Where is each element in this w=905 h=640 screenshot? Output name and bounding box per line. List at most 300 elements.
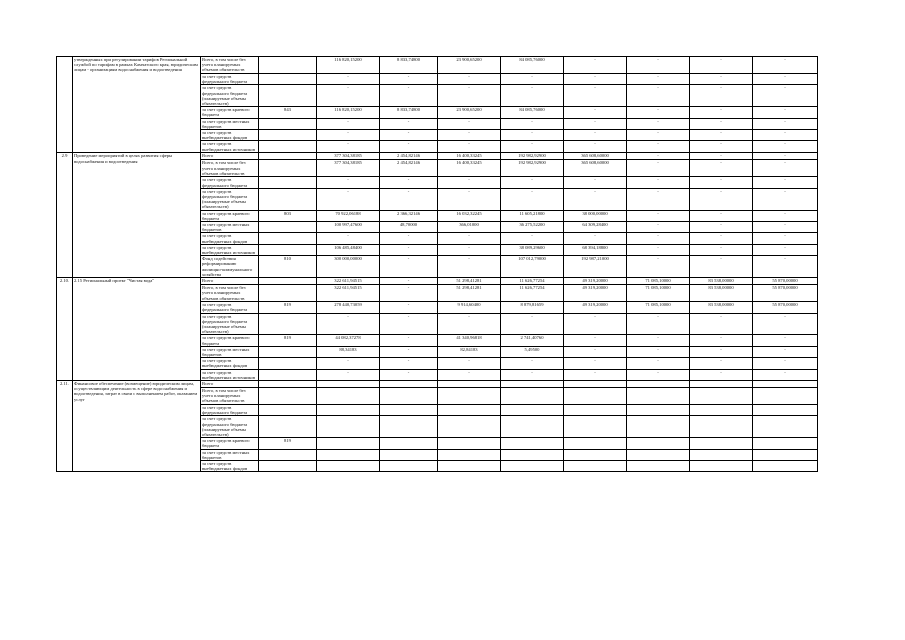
amount-cell: 11 626,77254 (501, 285, 564, 302)
amount-cell: - (380, 130, 438, 141)
amount-cell: - (627, 85, 690, 107)
amount-cell: - (690, 358, 753, 369)
amount-cell: - (380, 346, 438, 357)
amount-cell: - (627, 222, 690, 233)
amount-cell: - (564, 107, 627, 118)
budget-code (259, 346, 317, 357)
amount-cell (317, 416, 380, 438)
amount-cell: 51 298,41281 (438, 278, 501, 285)
funding-source-label: за счет средств внебюджетных фондов (201, 460, 259, 471)
amount-cell: - (438, 118, 501, 129)
amount-cell (501, 416, 564, 438)
budget-code (259, 177, 317, 188)
amount-cell: - (380, 369, 438, 380)
amount-cell: - (627, 233, 690, 244)
amount-cell (380, 416, 438, 438)
amount-cell: 16 400,33245 (438, 153, 501, 160)
amount-cell: - (627, 141, 690, 153)
funding-source-label: Всего, в том числе без учета планируемых объемов обязательств (201, 160, 259, 177)
amount-cell: - (627, 107, 690, 118)
amount-cell (690, 449, 753, 460)
amount-cell (564, 380, 627, 387)
amount-cell: - (438, 244, 501, 255)
budget-code (259, 222, 317, 233)
amount-cell: 322 611,94515 (317, 278, 380, 285)
budget-code (259, 460, 317, 471)
section-name: 2.15 Региональный проект "Чистая вода" (73, 278, 201, 381)
amount-cell: - (690, 74, 753, 85)
amount-cell (317, 449, 380, 460)
amount-cell: - (380, 233, 438, 244)
amount-cell: - (564, 118, 627, 129)
amount-cell: - (438, 313, 501, 335)
amount-cell: 36 275,52200 (501, 222, 564, 233)
funding-source-label: за счет средств внебюджетных фондов (201, 358, 259, 369)
amount-cell: - (438, 130, 501, 141)
amount-cell: - (501, 141, 564, 153)
budget-code: 843 (259, 107, 317, 118)
budget-table-page (56, 56, 818, 472)
amount-cell: 8 833,74800 (380, 57, 438, 74)
amount-cell: - (501, 130, 564, 141)
amount-cell (380, 449, 438, 460)
amount-cell: - (690, 118, 753, 129)
amount-cell: - (438, 256, 501, 278)
amount-cell: 55 870,00000 (753, 285, 818, 302)
amount-cell: - (564, 130, 627, 141)
section-number (57, 57, 73, 153)
amount-cell: - (564, 346, 627, 357)
amount-cell: - (753, 118, 818, 129)
budget-code (259, 416, 317, 438)
amount-cell: - (753, 141, 818, 153)
amount-cell: - (564, 177, 627, 188)
amount-cell: 116 820,15200 (317, 107, 380, 118)
amount-cell: - (501, 85, 564, 107)
amount-cell: - (438, 141, 501, 153)
amount-cell: 366,01000 (438, 222, 501, 233)
amount-cell (627, 460, 690, 471)
amount-cell: 2 366,32146 (380, 210, 438, 221)
amount-cell: - (380, 118, 438, 129)
amount-cell: 2 454,82146 (380, 153, 438, 160)
amount-cell: 51 298,41281 (438, 285, 501, 302)
amount-cell: 84 085,76000 (501, 107, 564, 118)
budget-table (56, 56, 818, 472)
amount-cell: 41 340,96818 (438, 335, 501, 346)
amount-cell (438, 387, 501, 404)
amount-cell: 300 000,00000 (317, 256, 380, 278)
amount-cell: 100 997,47600 (317, 222, 380, 233)
amount-cell: - (690, 177, 753, 188)
amount-cell: - (564, 358, 627, 369)
budget-code (259, 233, 317, 244)
funding-source-label: за счет средств местных бюджетов (201, 222, 259, 233)
amount-cell: 322 611,94515 (317, 285, 380, 302)
amount-cell (380, 380, 438, 387)
amount-cell: - (501, 358, 564, 369)
amount-cell: 5,49500 (501, 346, 564, 357)
amount-cell: 49 319,20000 (564, 278, 627, 285)
amount-cell: - (627, 256, 690, 278)
amount-cell: 55 870,00000 (753, 278, 818, 285)
amount-cell: 44 082,37278 (317, 335, 380, 346)
funding-source-label: за счет средств местных бюджетов (201, 449, 259, 460)
amount-cell (753, 380, 818, 387)
section-name: Финансовое обеспечение (возмещение) юридическим лицам, осуществляющим деятельность в сфере водоснабжения и водоотведения, затрат в связи с выполнением работ, оказанием услуг (73, 380, 201, 471)
amount-cell (564, 438, 627, 449)
funding-source-label: за счет средств федерального бюджета (планируемые объемы обязательств) (201, 85, 259, 107)
budget-code: 819 (259, 438, 317, 449)
budget-code (259, 358, 317, 369)
amount-cell: - (690, 233, 753, 244)
amount-cell: - (753, 107, 818, 118)
funding-source-label: за счет средств краевого бюджета (201, 107, 259, 118)
funding-source-label: за счет средств краевого бюджета (201, 335, 259, 346)
budget-code: 819 (259, 302, 317, 313)
amount-cell (501, 387, 564, 404)
amount-cell: - (753, 85, 818, 107)
section-number: 2.10. (57, 278, 73, 381)
amount-cell: 365 608,60000 (564, 160, 627, 177)
amount-cell: - (501, 313, 564, 335)
funding-source-label: за счет средств местных бюджетов (201, 346, 259, 357)
amount-cell: - (753, 210, 818, 221)
amount-cell (753, 416, 818, 438)
amount-cell (690, 404, 753, 415)
amount-cell: - (317, 188, 380, 210)
amount-cell (438, 460, 501, 471)
amount-cell: 83 538,00000 (690, 285, 753, 302)
funding-source-label: за счет средств федерального бюджета (планируемые объемы обязательств) (201, 313, 259, 335)
amount-cell (627, 380, 690, 387)
amount-cell (690, 387, 753, 404)
amount-cell (501, 404, 564, 415)
amount-cell: 107 012,79000 (501, 256, 564, 278)
amount-cell: - (317, 358, 380, 369)
amount-cell: 71 085,10000 (627, 278, 690, 285)
amount-cell: 16 400,33245 (438, 160, 501, 177)
amount-cell: - (753, 313, 818, 335)
amount-cell (438, 438, 501, 449)
funding-source-label: за счет средств местных бюджетов (201, 118, 259, 129)
amount-cell: - (564, 188, 627, 210)
budget-code (259, 387, 317, 404)
funding-source-label: Всего, в том числе без учета планируемых объемов обязательств (201, 387, 259, 404)
amount-cell: - (753, 256, 818, 278)
amount-cell: - (380, 141, 438, 153)
amount-cell (690, 380, 753, 387)
table-row (57, 380, 818, 387)
amount-cell (380, 460, 438, 471)
amount-cell: - (690, 141, 753, 153)
amount-cell (380, 387, 438, 404)
amount-cell: 23 900,65200 (438, 107, 501, 118)
budget-code (259, 85, 317, 107)
funding-source-label: за счет средств федерального бюджета (201, 177, 259, 188)
amount-cell: - (501, 118, 564, 129)
amount-cell: - (380, 188, 438, 210)
amount-cell (317, 404, 380, 415)
amount-cell: - (627, 177, 690, 188)
amount-cell: - (753, 233, 818, 244)
amount-cell: - (627, 160, 690, 177)
amount-cell: - (380, 302, 438, 313)
funding-source-label: за счет средств краевого бюджета (201, 210, 259, 221)
amount-cell: - (627, 188, 690, 210)
budget-code (259, 285, 317, 302)
amount-cell: 9 914,60400 (438, 302, 501, 313)
amount-cell: - (317, 85, 380, 107)
amount-cell (438, 380, 501, 387)
table-row (57, 57, 818, 74)
section-name: Проведение мероприятий в целях развития сферы водоснабжения и водоотведения (73, 153, 201, 278)
amount-cell (627, 416, 690, 438)
amount-cell: 8 879,81659 (501, 302, 564, 313)
amount-cell (317, 387, 380, 404)
section-number: 2.11. (57, 380, 73, 471)
amount-cell (501, 438, 564, 449)
amount-cell: 68 394,18800 (564, 244, 627, 255)
section-name: утвержденных при регулировании тарифов Региональной службой по тарифам в рамках Камчатского края, юридическим лицам - организациям водоснабжения и водоотведения (73, 57, 201, 153)
budget-code (259, 244, 317, 255)
amount-cell: - (564, 57, 627, 74)
amount-cell: - (501, 74, 564, 85)
budget-code (259, 278, 317, 285)
amount-cell: - (753, 177, 818, 188)
amount-cell: - (753, 74, 818, 85)
amount-cell: 88,34183 (317, 346, 380, 357)
amount-cell (380, 438, 438, 449)
amount-cell: - (627, 210, 690, 221)
amount-cell: - (438, 233, 501, 244)
amount-cell: - (627, 118, 690, 129)
amount-cell: 365 608,60000 (564, 153, 627, 160)
amount-cell: - (380, 285, 438, 302)
funding-source-label: за счет средств внебюджетных фондов (201, 233, 259, 244)
amount-cell: - (690, 210, 753, 221)
amount-cell: - (627, 74, 690, 85)
amount-cell (501, 380, 564, 387)
amount-cell: 48,70000 (380, 222, 438, 233)
amount-cell: - (753, 57, 818, 74)
amount-cell: - (753, 346, 818, 357)
amount-cell: 38 000,00000 (564, 210, 627, 221)
budget-code: 819 (259, 335, 317, 346)
amount-cell: - (627, 313, 690, 335)
amount-cell: 70 922,06188 (317, 210, 380, 221)
amount-cell: - (690, 130, 753, 141)
amount-cell: - (317, 177, 380, 188)
amount-cell: - (753, 222, 818, 233)
amount-cell (627, 449, 690, 460)
amount-cell: 16 032,32245 (438, 210, 501, 221)
amount-cell: 11 626,77254 (501, 278, 564, 285)
funding-source-label: Всего (201, 153, 259, 160)
amount-cell: 55 870,00000 (753, 302, 818, 313)
amount-cell: - (627, 335, 690, 346)
amount-cell: - (690, 57, 753, 74)
amount-cell: - (380, 244, 438, 255)
amount-cell (753, 438, 818, 449)
amount-cell: - (753, 244, 818, 255)
budget-code (259, 380, 317, 387)
funding-source-label: за счет средств федерального бюджета (201, 404, 259, 415)
amount-cell (501, 449, 564, 460)
funding-source-label: за счет средств краевого бюджета (201, 438, 259, 449)
funding-source-label: за счет средств федерального бюджета (планируемые объемы обязательств) (201, 416, 259, 438)
amount-cell: 82,84183 (438, 346, 501, 357)
amount-cell: - (627, 57, 690, 74)
amount-cell: - (690, 346, 753, 357)
amount-cell: - (753, 335, 818, 346)
amount-cell (438, 404, 501, 415)
amount-cell: - (380, 85, 438, 107)
amount-cell: - (564, 369, 627, 380)
amount-cell: 11 605,21800 (501, 210, 564, 221)
amount-cell: - (690, 153, 753, 160)
amount-cell (627, 438, 690, 449)
section-number: 2.9 (57, 153, 73, 278)
funding-source-label: Всего (201, 278, 259, 285)
amount-cell: - (438, 369, 501, 380)
amount-cell (753, 387, 818, 404)
budget-code (259, 74, 317, 85)
funding-source-label: за счет средств федерального бюджета (201, 302, 259, 313)
amount-cell: 377 304,38185 (317, 153, 380, 160)
amount-cell: - (564, 313, 627, 335)
amount-cell: - (753, 188, 818, 210)
funding-source-label: Всего (201, 380, 259, 387)
amount-cell: - (564, 85, 627, 107)
amount-cell: - (317, 141, 380, 153)
amount-cell: - (690, 335, 753, 346)
amount-cell: - (438, 358, 501, 369)
budget-code (259, 449, 317, 460)
budget-code (259, 160, 317, 177)
amount-cell (564, 387, 627, 404)
amount-cell (753, 460, 818, 471)
amount-cell: - (564, 335, 627, 346)
amount-cell: - (317, 313, 380, 335)
amount-cell: 64 309,28400 (564, 222, 627, 233)
amount-cell: 49 319,20000 (564, 302, 627, 313)
budget-code: 810 (259, 256, 317, 278)
amount-cell: 84 085,76000 (501, 57, 564, 74)
amount-cell: - (753, 358, 818, 369)
amount-cell: 23 900,65200 (438, 57, 501, 74)
amount-cell: - (564, 74, 627, 85)
funding-source-label: за счет средств внебюджетных фондов (201, 130, 259, 141)
amount-cell: - (690, 256, 753, 278)
funding-source-label: Фонд содействия реформированию жилищно-коммунального хозяйства (201, 256, 259, 278)
amount-cell: - (627, 244, 690, 255)
amount-cell: 71 085,10000 (627, 285, 690, 302)
amount-cell: 8 833,74800 (380, 107, 438, 118)
amount-cell (690, 416, 753, 438)
budget-code (259, 404, 317, 415)
amount-cell: - (690, 188, 753, 210)
amount-cell: - (380, 335, 438, 346)
amount-cell: - (501, 369, 564, 380)
funding-source-label: за счет средств внебюджетных источников (201, 141, 259, 153)
table-row (57, 153, 818, 160)
budget-code (259, 369, 317, 380)
amount-cell: - (627, 346, 690, 357)
amount-cell: - (627, 358, 690, 369)
amount-cell: - (690, 85, 753, 107)
amount-cell (317, 460, 380, 471)
amount-cell (753, 404, 818, 415)
amount-cell: - (438, 188, 501, 210)
amount-cell: - (317, 233, 380, 244)
amount-cell: - (380, 313, 438, 335)
funding-source-label: за счет средств федерального бюджета (201, 74, 259, 85)
amount-cell: - (317, 130, 380, 141)
funding-source-label: Всего, в том числе без учета планируемых объемов обязательств (201, 57, 259, 74)
amount-cell (753, 449, 818, 460)
amount-cell: - (753, 130, 818, 141)
amount-cell (690, 460, 753, 471)
amount-cell: - (317, 369, 380, 380)
amount-cell: 83 538,00000 (690, 278, 753, 285)
budget-code (259, 313, 317, 335)
amount-cell (690, 438, 753, 449)
budget-code (259, 130, 317, 141)
amount-cell: 278 440,73059 (317, 302, 380, 313)
amount-cell: - (753, 160, 818, 177)
amount-cell: - (438, 74, 501, 85)
amount-cell (438, 416, 501, 438)
amount-cell: 2 741,40760 (501, 335, 564, 346)
amount-cell: - (690, 369, 753, 380)
amount-cell: 83 538,00000 (690, 302, 753, 313)
amount-cell: - (380, 278, 438, 285)
amount-cell: - (380, 358, 438, 369)
amount-cell: 192 982,92900 (501, 160, 564, 177)
budget-code (259, 141, 317, 153)
amount-cell (627, 404, 690, 415)
amount-cell: - (317, 118, 380, 129)
amount-cell (564, 416, 627, 438)
amount-cell: - (627, 369, 690, 380)
amount-cell (627, 387, 690, 404)
amount-cell: 71 085,10000 (627, 302, 690, 313)
amount-cell: 106 485,48400 (317, 244, 380, 255)
amount-cell: - (501, 233, 564, 244)
amount-cell (564, 404, 627, 415)
amount-cell (317, 380, 380, 387)
amount-cell: - (690, 222, 753, 233)
budget-code (259, 188, 317, 210)
funding-source-label: за счет средств внебюджетных источников (201, 244, 259, 255)
amount-cell: - (501, 188, 564, 210)
amount-cell: - (380, 256, 438, 278)
amount-cell (438, 449, 501, 460)
funding-source-label: за счет средств внебюджетных источников (201, 369, 259, 380)
budget-code (259, 57, 317, 74)
amount-cell: - (690, 313, 753, 335)
funding-source-label: за счет средств федерального бюджета (планируемые объемы обязательств) (201, 188, 259, 210)
budget-code: 803 (259, 210, 317, 221)
funding-source-label: Всего, в том числе без учета планируемых объемов обязательств (201, 285, 259, 302)
amount-cell: 192 982,92900 (501, 153, 564, 160)
amount-cell: - (627, 130, 690, 141)
amount-cell: - (690, 244, 753, 255)
table-row (57, 278, 818, 285)
amount-cell: 116 820,15200 (317, 57, 380, 74)
amount-cell (564, 460, 627, 471)
